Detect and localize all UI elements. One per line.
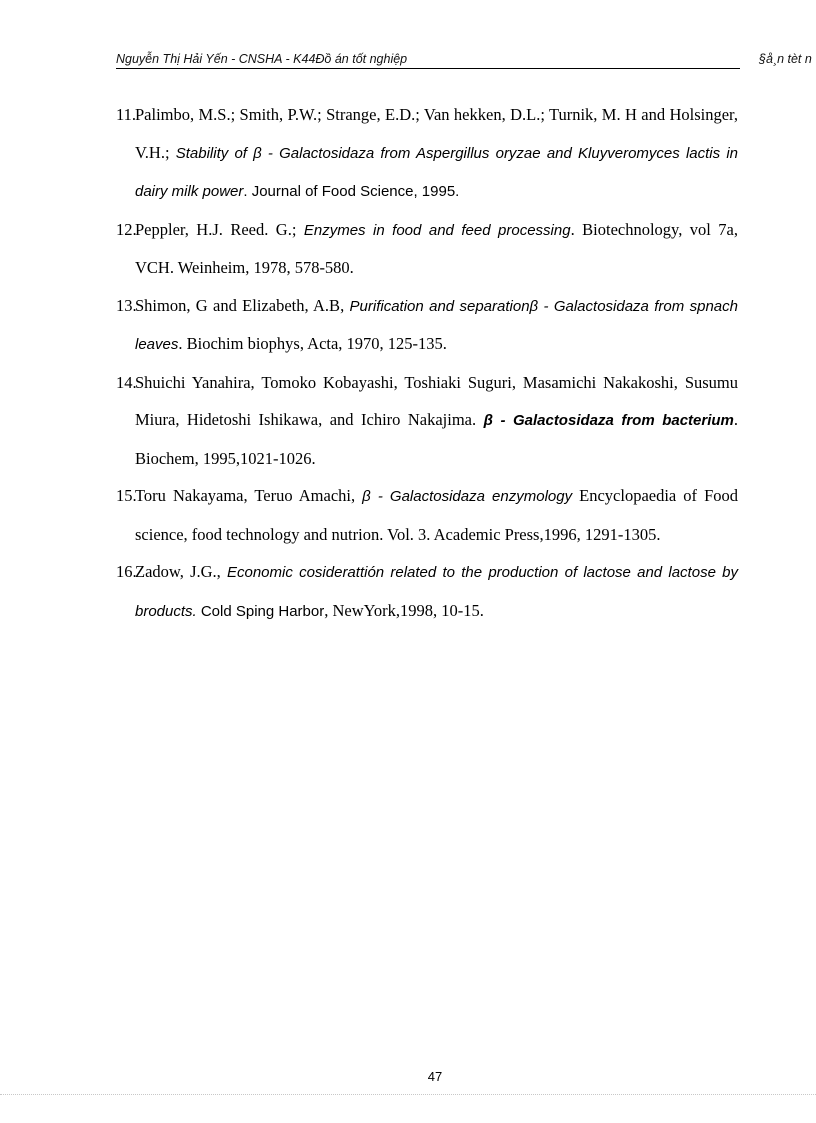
reference-item-16: [116, 553, 738, 630]
page-header: [116, 50, 816, 70]
reference-item-11: [116, 96, 738, 211]
page-number: 47: [427, 1069, 443, 1084]
reference-number: 14.: [116, 372, 137, 392]
reference-item-12: [116, 211, 738, 287]
reference-authors: Palimbo, M.S.; Smith, P.W.; Strange, E.D.; Van hekken, D.L.; Turnik, M. H and Holsinger, V.H.;: [135, 105, 738, 162]
header-right-text: §å¸n tèt n: [759, 52, 812, 66]
reference-number: 16.: [116, 562, 137, 581]
page-bottom-divider: [0, 1094, 816, 1095]
reference-number: 13.: [116, 295, 137, 315]
reference-title: Economic cosiderattión related to the production of lactose and lactose by broducts.: [135, 564, 738, 620]
reference-item-14: [116, 364, 738, 478]
reference-authors: Toru Nakayama, Teruo Amachi,: [135, 486, 356, 505]
reference-title: β - Galactosidaza from bacterium: [483, 412, 734, 429]
header-rule: [116, 68, 740, 69]
reference-authors: Shimon, G and Elizabeth, A.B,: [135, 295, 345, 315]
reference-authors: Zadow, J.G.,: [135, 562, 221, 581]
reference-number: 11.: [116, 105, 137, 124]
reference-title: Enzymes in food and feed processing: [303, 221, 571, 239]
reference-publisher: Cold Sping Harbor: [200, 602, 325, 620]
reference-list: [116, 96, 738, 630]
header-left-text: Nguyễn Thị Hải Yến - CNSHA - K44Đồ án tốt nghiệp: [116, 52, 408, 66]
reference-authors: Shuichi Yanahira, Tomoko Kobayashi, Toshiaki Suguri, Masamichi Nakakoshi, Susumu Miura, Hidetoshi Ishikawa, and Ichiro Nakajima.: [135, 372, 738, 429]
reference-source: Encyclopaedia of Food science, food technology and nutrion. Vol. 3. Academic Press,1996, 1291-1305.: [135, 486, 739, 544]
reference-number: 15.: [116, 486, 137, 505]
reference-number: 12.: [116, 219, 137, 239]
reference-title: Stability of β - Galactosidaza from Aspergillus oryzae and Kluyveromyces lactis in dairy milk power: [135, 144, 739, 200]
reference-source: , NewYork,1998, 10-15.: [324, 600, 484, 620]
reference-authors: Peppler, H.J. Reed. G.;: [135, 219, 297, 239]
reference-source: . Biotechnology, vol 7a, VCH. Weinheim, 1978, 578-580.: [135, 219, 739, 277]
reference-source: . Journal of Food Science, 1995.: [243, 183, 460, 200]
reference-item-15: [116, 477, 738, 553]
reference-title: Purification and separationβ - Galactosidaza from spnach leaves: [135, 297, 738, 353]
reference-title: β - Galactosidaza enzymology: [362, 488, 573, 505]
reference-item-13: [116, 287, 738, 364]
reference-source: . Biochem, 1995,1021-1026.: [135, 410, 739, 468]
reference-source: . Biochim biophys, Acta, 1970, 125-135.: [178, 334, 447, 353]
